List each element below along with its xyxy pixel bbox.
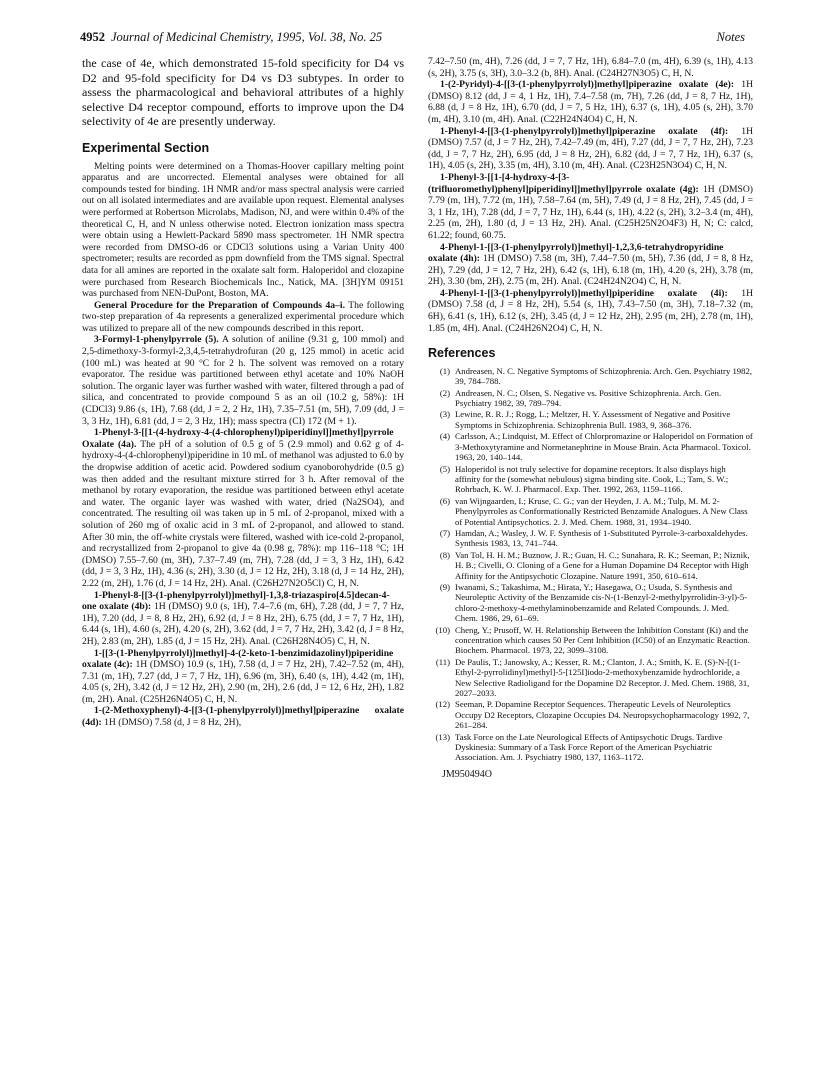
reference-number: (1) [439,365,450,376]
compound-5-paragraph [82,334,404,427]
reference-item [428,409,753,430]
compound-4h-title: 4-Phenyl-1-[[3-(1-phenylpyrrolyl)]methyl]-1,2,3,6-tetrahydropyridine oxalate (4h): [428,241,724,265]
compound-4d-text: 1H (DMSO) 7.58 (d, J = 8 Hz, 2H), [104,717,242,729]
left-column [82,56,404,729]
reference-number: (10) [435,624,450,635]
reference-item [428,582,753,624]
compound-4d-title: 1-(2-Methoxyphenyl)-4-[[3-(1-phenylpyrrolyl)]methyl]piperazine oxalate (4d): [82,705,404,729]
compound-4i-title: 4-Phenyl-1-[[3-(1-phenylpyrrolyl)]methyl]piperidine oxalate (4i): [440,287,728,299]
compound-4g-paragraph [428,172,753,242]
reference-number: (11) [435,656,450,667]
reference-number: (13) [435,731,450,742]
reference-text: Andreasen, N. C.; Olsen, S. Negative vs. Positive Schizophrenia. Arch. Gen. Psychiatry 1982, 39, 789–794. [455,387,722,409]
reference-text: Andreasen, N. C. Negative Symptoms of Schizophrenia. Arch. Gen. Psychiatry 1982, 39, 784–788. [455,365,753,387]
reference-item [428,431,753,462]
compound-4b-text: 1H (DMSO) 9.0 (s, 1H), 7.4–7.6 (m, 6H), 7.28 (dd, J = 7, 7 Hz, 1H), 7.20 (dd, J = 8, 8 Hz, 2H), 6.92 (d, J = 8 Hz, 2H), 6.75 (dd, J = 7, 7 Hz, 1H), 6.44 (s, 1H), 4.60 (s, 2H), 4.20 (s, 2H), 3.62 (dd, J = 7, 7 Hz, 2H), 3.42 (d, J = 8 Hz, 2H), 2.83 (m, 2H), 1.85 (d, J = 15 Hz, 2H). Anal. (C26H28N4O5) C, H, N. [82,601,404,647]
compound-4b-title: 1-Phenyl-8-[[3-(1-phenylpyrrolyl)]methyl]-1,3,8-triazaspiro[4.5]decan-4-one oxalate (4b): [82,589,390,613]
page-header [80,30,745,48]
general-procedure-text: The following two-step preparation of 4a represents a generalized experimental procedure which was utilized to prepare all of the new compounds described in this report. [82,299,404,334]
compound-4f-title: 1-Phenyl-4-[[3-(1-phenylpyrrolyl)]methyl]piperazine oxalate (4f): [440,125,729,137]
compound-4c-text: 1H (DMSO) 10.9 (s, 1H), 7.58 (d, J = 7 Hz, 2H), 7.42–7.52 (m, 4H), 7.31 (m, 1H), 7.27 (dd, J = 7, 7 Hz, 1H), 6.96 (m, 3H), 6.40 (s, 1H), 4.42 (m, 1H), 4.05 (s, 2H), 3.42 (d, J = 12 Hz, 2H), 2.90 (m, 2H), 2.6 (dd, J = 12, 6 Hz, 2H), 1.82 (m, 2H). Anal. (C25H26N4O5) C, H, N. [82,659,404,705]
right-column [428,56,753,780]
reference-text: De Paulis, T.; Janowsky, A.; Kesser, R. M.; Clanton, J. A.; Smith, K. E. (S)-N-[(1-Ethyl-2-pyrrolidinyl)methyl]-5-[125I]iodo-2-methoxybenzamide hydrochloride, a New Selective Radioligand for the Dopamine D2 Receptor. J. Med. Chem. 1988, 31, 2027–2033. [455,656,750,699]
reference-item [428,699,753,730]
compound-4c-title: 1-[[3-(1-Phenylpyrrolyl)]methyl]-4-(2-keto-1-benzimidazolinyl)piperidine oxalate (4c): [82,647,394,671]
compound-4e-paragraph [428,79,753,125]
reference-text: Cheng, Y.; Prusoff, W. H. Relationship Between the Inhibition Constant (Ki) and the concentration which causes 50 Per Cent Inhibition (IC50) of an Enzymatic Reaction. Biochem. Pharmacol. 1973, 22, 3099–3108. [455,624,750,656]
reference-number: (4) [439,431,450,442]
references-list [428,366,753,763]
compound-4g-text: 1H (DMSO) 7.79 (m, 1H), 7.72 (m, 1H), 7.58–7.64 (m, 5H), 7.49 (d, J = 8 Hz, 2H), 7.45 (dd, J = 3, 1 Hz, 1H), 7.28 (dd, J = 7, 7 Hz, 1H), 6.44 (s, 1H), 4.22 (s, 2H), 3.2–3.4 (m, 4H), 2.25 (m, 2H), 1.80 (d, J = 13 Hz, 2H). Anal. (C25H25N2O4F3) H, N; C: calcd, 61.22; found, 60.75. [428,183,753,241]
compound-4e-title: 1-(2-Pyridyl)-4-[[3-(1-phenylpyrrolyl)]methyl]piperazine oxalate (4e): [440,79,735,91]
compound-4a-paragraph [82,427,404,589]
reference-item [428,464,753,495]
compound-4g-title: 1-Phenyl-3-[[1-[4-hydroxy-4-[3-(trifluoromethyl)phenyl]piperidinyl]]methyl]pyrrole oxalate (4g): [428,171,699,195]
compound-4f-text: 1H (DMSO) 7.57 (d, J = 7 Hz, 2H), 7.42–7.49 (m, 4H), 7.27 (dd, J = 7, 7 Hz, 2H), 7.23 (dd, J = 7, 7 Hz, 2H), 6.95 (dd, J = 8 Hz, 2H), 6.82 (dd, J = 7, 7 Hz, 1H), 6.37 (s, 1H), 4.05 (s, 2H), 3.35 (m, 4H), 3.10 (m, 4H). Anal. (C23H25N3O4) C, H, N. [428,125,753,172]
running-head [80,30,382,45]
reference-text: Carlsson, A.; Lindquist, M. Effect of Chlorpromazine or Haloperidol on Formation of 3-Methoxytyramine and Normetanephrine in Mouse Brain. Acta Pharmacol. Toxicol. 1963, 20, 140–144. [455,431,753,463]
compound-4b-paragraph [82,590,404,648]
journal-code: JM950494O [442,768,493,780]
reference-number: (6) [439,495,450,506]
reference-number: (8) [439,549,450,560]
journal-citation: Journal of Medicinal Chemistry, 1995, Vol. 38, No. 25 [111,30,383,44]
reference-text: Hamdan, A.; Wasley, J. W. F. Synthesis of 1-Substituted Pyrrole-3-carboxaldehydes. Synthesis 1983, 13, 741–744. [455,527,748,549]
compound-5-text: A solution of aniline (9.31 g, 100 mmol) and 2,5-dimethoxy-3-formyl-2,3,4,5-tetrahydrofuran (20 g, 125 mmol) in acetic acid (100 mL) was heated at 90 °C for 2 h. The solvent was removed on a rotary evaporator. The residue was partitioned between ethyl acetate and 10% NaOH solution. The organic layer was further washed with water, filtered through a pad of silica, and concentrated to provide compound 5 as an oil (10.2 g, 58%): 1H (CDCl3) 9.86 (s, 1H), 7.68 (dd, J = 2, 2 Hz, 1H), 7.35–7.51 (m, 5H), 7.09 (dd, J = 3, 3 Hz, 1H), 6.81 (dd, J = 2, 3 Hz, 1H); mass spectra (CI) 172 (M + 1). [82,334,404,427]
compound-4a-text: The pH of a solution of 0.5 g of 5 (2.9 mmol) and 0.62 g of 4-hydroxy-4-(4-chlorophenyl)piperidine in 10 mL of methanol was adjusted to 6.0 by the dropwise addition of acetic acid. Powdered sodium cyanoborohydride (0.5 g) was then added and the resultant mixture stirred for 3 h. After removal of the methanol by rotary evaporation, the residue was partitioned between ethyl acetate and water. The organic layer was washed with water, dried (Na2SO4), and concentrated. The resulting oil was taken up in 5 mL of 2-propanol, mixed with a solution of 260 mg of oxalic acid in 3 mL of 2-propanol, and allowed to stand. After 30 min, the off-white crystals were filtered, washed with ice-cold 2-propanol, and recrystallized from 2-propanol to give 4a (0.98 g, 78%): mp 116–118 °C; 1H (DMSO) 7.55–7.60 (m, 3H), 7.37–7.49 (m, 7H), 7.28 (dd, J = 3, 3 Hz, 1H), 6.42 (dd, J = 3, 3 Hz, 1H), 4.36 (s, 2H), 3.30 (d, J = 12 Hz, 2H), 3.18 (d, J = 14 Hz, 2H), 2.22 (m, 2H), 1.76 (d, J = 14 Hz, 2H). Anal. (C26H27N2O5Cl) C, H, N. [82,438,404,589]
compound-4d-continued: 7.42–7.50 (m, 4H), 7.26 (dd, J = 7, 7 Hz, 1H), 6.84–7.0 (m, 4H), 6.39 (s, 1H), 4.13 (s, 2H), 3.75 (s, 3H), 3.0–3.2 (b, 8H). Anal. (C24H27N3O5) C, H, N. [428,56,753,79]
reference-text: van Wijngaarden, I.; Kruse, C. G.; van der Heyden, J. A. M.; Tulp, M. M. 2-Phenylpyrroles as Conformationally Restricted Benzamide Analogues. A New Class of Potential Antipsychotics. 2. J. Med. Chem. 1988, 31, 1934–1940. [455,495,748,527]
compound-4f-paragraph [428,126,753,172]
compound-4d-paragraph [82,705,404,728]
reference-number: (2) [439,387,450,398]
compound-4e-text: 1H (DMSO) 8.12 (dd, J = 4, 1 Hz, 1H), 7.4–7.58 (m, 7H), 7.26 (dd, J = 8, 7 Hz, 1H), 6.88 (d, J = 8 Hz, 1H), 6.70 (dd, J = 7, 5 Hz, 1H), 6.37 (s, 1H), 4.05 (s, 2H), 3.70 (m, 4H), 3.10 (m, 4H). Anal. (C22H24N4O4) C, H, N. [428,79,753,125]
reference-item [428,366,753,387]
reference-item [428,496,753,527]
reference-number: (9) [439,581,450,592]
experimental-heading: Experimental Section [82,140,210,155]
reference-text: Seeman, P. Dopamine Receptor Sequences. Therapeutic Levels of Neuroleptics Occupy D2 Receptors, Clozapine Occupies D4. Neuropsychopharmacology 1992, 7, 261–284. [455,699,750,731]
reference-item [428,528,753,549]
general-procedure-paragraph [82,300,404,335]
reference-item [428,625,753,656]
section-label: Notes [716,30,745,44]
general-procedure-title: General Procedure for the Preparation of Compounds 4a–i. [94,299,345,311]
reference-item [428,657,753,699]
compound-5-title: 3-Formyl-1-phenylpyrrole (5). [94,334,219,346]
reference-text: Van Tol, H. H. M.; Buznow, J. R.; Guan, H. C.; Sunahara, R. K.; Seeman, P.; Niznik, H. B.; Civelli, O. Cloning of a Gene for a Human Dopamine D4 Receptor with High Affinity for the Antipsychotic Clozapine. Nature 1991, 350, 610–614. [455,549,750,581]
reference-text: Task Force on the Late Neurological Effects of Antipsychotic Drugs. Tardive Dyskinesia: Summary of a Task Force Report of the American Psychiatric Association. Am. J. Psychiatry 1980, 137, 1163–1172. [455,731,723,763]
references-heading: References [428,346,496,361]
compound-4h-text: 1H (DMSO) 7.58 (m, 3H), 7.44–7.50 (m, 5H), 7.36 (dd, J = 8, 8 Hz, 2H), 7.29 (dd, J = 12, 7 Hz, 2H), 6.42 (s, 1H), 6.18 (m, 1H), 4.20 (s, 2H), 3.78 (m, 2H), 3.30 (bm, 2H), 2.75 (m, 2H). Anal. (C24H24N2O4) C, H, N. [428,253,754,288]
compound-4i-paragraph [428,288,753,334]
reference-number: (7) [439,527,450,538]
reference-number: (3) [439,409,450,420]
intro-paragraph: the case of 4e, which demonstrated 15-fold specificity for D4 vs D2 and 95-fold specificity for D4 vs D3 subtypes. In order to assess the pharmacological and behavioral attributes of a highly selective D4 receptor compound, efforts to improve upon the D4 selectivity of 4e are presently underway. [82,56,404,129]
reference-text: Haloperidol is not truly selective for dopamine receptors. It also displays high affinity for the (somewhat nebulous) sigma binding site. Cook, L.; Tam, S. W.; Rohrbach, K. W. J. Pharmacol. Exp. Ther. 1992, 263, 1159–1166. [455,463,729,495]
reference-text: Iwanami, S.; Takashima, M.; Hirata, Y.; Hasegawa, O.; Usuda, S. Synthesis and Neuroleptic Activity of the Benzamide cis-N-(1-Benzyl-2-methylpyrrolidin-3-yl)-5-chloro-2-methoxy-4-methylaminobenzamide and Related Compounds. J. Med. Chem. 1986, 29, 61–69. [455,581,748,624]
compound-4h-paragraph [428,242,753,288]
reference-item [428,732,753,763]
reference-item [428,550,753,581]
reference-number: (5) [439,463,450,474]
compound-4i-text: 1H (DMSO) 7.58 (d, J = 8 Hz, 2H), 5.54 (s, 1H), 7.43–7.50 (m, 3H), 7.18–7.32 (m, 6H), 6.41 (s, 1H), 6.12 (s, 2H), 3.45 (d, J = 12 Hz, 2H), 2.95 (m, 2H), 2.78 (m, 1H), 1.85 (m, 4H). Anal. (C24H26N2O4) C, H, N. [428,287,754,334]
reference-item [428,388,753,409]
page-number: 4952 [80,30,105,44]
reference-text: Lewine, R. R. J.; Rogg, L.; Meltzer, H. Y. Assessment of Negative and Positive Symptoms in Schizophrenia. Schizophrenia Bull. 1983, 9, 368–376. [455,409,731,430]
reference-number: (12) [435,699,450,710]
methods-paragraph: Melting points were determined on a Thomas-Hoover capillary melting point apparatus and are uncorrected. Elemental analyses were obtained for all compounds tested for binding. 1H NMR and/or mass spectral analysis were carried out on all isolated intermediates and are available upon request. Elemental analyses were performed at Robertson Microlabs, Madison, NJ, and were within 0.4% of the theoretical C, H, and N unless otherwise noted. Electron ionization mass spectra were obtain using a Hewlett-Packard 5890 mass spectrometer. 1H NMR spectra were recorded from DMSO-d6 or CDCl3 solutions using a Varian Unity 400 spectrometer; results are recorded as ppm downfield from the TMS signal. Spectral data for all amines are reported in the oxalate salt form. Haloperidol and clozapine were purchased from Research Biochemicals Inc., Natick, MA. [3H]YM 09151 was purchased from NEN-DuPont, Boston, MA. [82,160,404,300]
compound-4a-title: 1-Phenyl-3-[[1-(4-hydroxy-4-(4-chlorophenyl)piperidinyl]]methyl]pyrrole Oxalate (4a). [82,427,394,450]
compound-4c-paragraph [82,648,404,706]
